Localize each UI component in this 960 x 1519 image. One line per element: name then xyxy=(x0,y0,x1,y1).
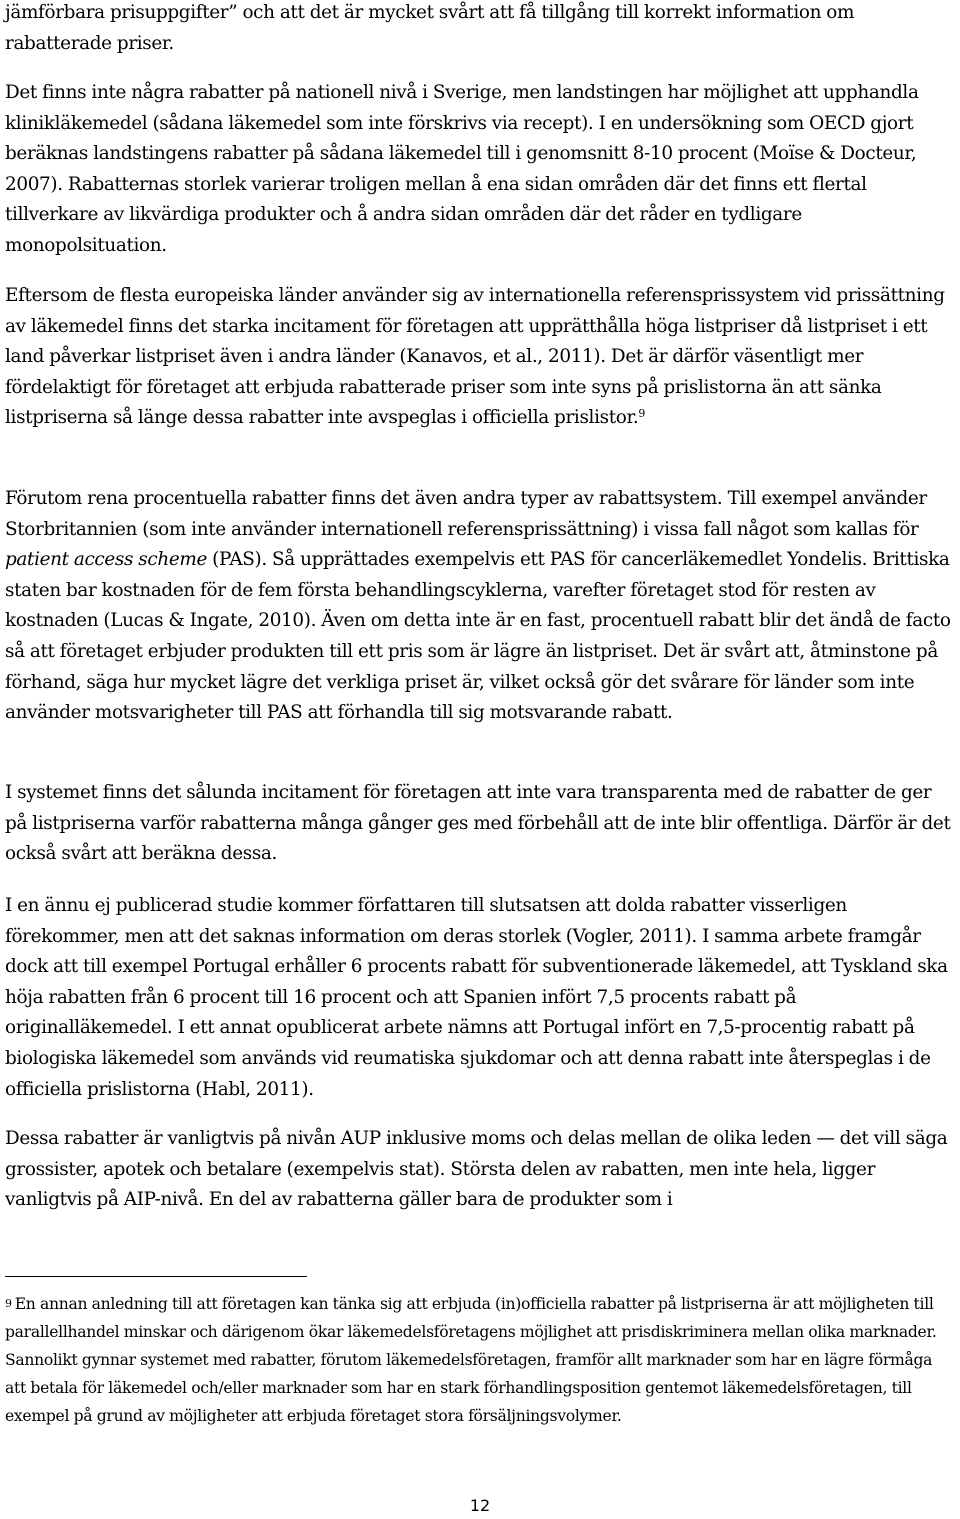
paragraph-reference-pricing-text: Eftersom de flesta europeiska länder använder sig av internationella referensprissystem vid prissättning av läkemedel finns det starka incitament för företagen att upprätthålla höga listpriser då listpriset i ett land påverkar listpriset även i andra länder (Kanavos, et al., 2011). Det är därför väsentligt mer fördelaktigt för företaget att erbjuda rabatterade priser som inte syns på prislistorna än att sänka listpriserna så länge dessa rabatter inte avspeglas i officiella prislistor. xyxy=(5,285,945,429)
page-number: 12 xyxy=(469,1496,491,1515)
paragraph-reference-pricing xyxy=(5,281,957,434)
paragraph-transparency-incentive: I systemet finns det sålunda incitament för företagen att inte vara transparenta med de rabatter de ger på listpriserna varför rabatterna många gånger ges med förbehåll att de inte blir offentliga. Därför är det också svårt att beräkna dessa. xyxy=(5,782,951,865)
paragraph-intro-continuation: jämförbara prisuppgifter” och att det är mycket svårt att få tillgång till korrekt information om rabatterade priser. xyxy=(5,2,855,54)
footnote xyxy=(5,1290,957,1430)
paragraph-patient-access-scheme xyxy=(5,484,957,729)
footnote-number: 9 xyxy=(5,1297,12,1310)
paragraph-pas-italic-term: patient access scheme xyxy=(5,549,207,571)
paragraph-unpublished-study: I en ännu ej publicerad studie kommer författaren till slutsatsen att dolda rabatter visserligen förekommer, men att det saknas information om deras storlek (Vogler, 2011). I samma arbete framgår dock att till exempel Portugal erhåller 6 procents rabatt för subventionerade läkemedel, att Tyskland ska höja rabatten från 6 procent till 16 procent och att Spanien infört 7,5 procents rabatt på originalläkemedel. I ett annat opublicerat arbete nämns att Portugal infört en 7,5-procentig rabatt på biologiska läkemedel som används vid reumatiska sjukdomar och att denna rabatt inte återspeglas i de officiella prislistorna (Habl, 2011). xyxy=(5,895,948,1100)
paragraph-aup-level-rebates: Dessa rabatter är vanligtvis på nivån AUP inklusive moms och delas mellan de olika leden — det vill säga grossister, apotek och betalare (exempelvis stat). Största delen av rabatten, men inte hela, ligger vanligtvis på AIP-nivå. En del av rabatterna gäller bara de produkter som i xyxy=(5,1128,948,1211)
footnote-reference[interactable]: 9 xyxy=(638,407,646,421)
paragraph-national-rebates: Det finns inte några rabatter på nationell nivå i Sverige, men landstingen har möjlighet att upphandla klinikläkemedel (sådana läkemedel som inte förskrivs via recept). I en undersökning som OECD gjort beräknas landstingens rabatter på sådana läkemedel till i genomsnitt 8-10 procent (Moïse & Docteur, 2007). Rabatternas storlek varierar troligen mellan å ena sidan områden där det finns ett flertal tillverkare av likvärdiga produkter och å andra sidan områden där det råder en tydligare monopolsituation. xyxy=(5,82,919,256)
paragraph-pas-text-start: Förutom rena procentuella rabatter finns det även andra typer av rabattsystem. Till exempel använder Storbritannien (som inte använder internationell referensprissättning) i vissa fall något som kallas för xyxy=(5,488,927,540)
paragraph-pas-text-end: (PAS). Så upprättades exempelvis ett PAS för cancerläkemedlet Yondelis. Brittiska staten bar kostnaden för de fem första behandlingscyklerna, varefter företaget stod för resten av kostnaden (Lucas & Ingate, 2010). Även om detta inte är en fast, procentuell rabatt blir det ändå de facto så att företaget erbjuder produkten till ett pris som är lägre än listpriset. Det är svårt att, åtminstone på förhand, säga hur mycket lägre det verkliga priset är, vilket också gör det svårare för länder som inte använder motsvarigheter till PAS att förhandla till sig motsvarande rabatt. xyxy=(5,549,951,724)
footnote-text: En annan anledning till att företagen kan tänka sig att erbjuda (in)officiella rabatter på listpriserna är att möjligheten till parallellhandel minskar och därigenom ökar läkemedelsföretagens möjlighet att prisdiskriminera mellan olika marknader. Sannolikt gynnar systemet med rabatter, förutom läkemedelsföretagen, framför allt marknader som har en lägre förmåga att betala för läkemedel och/eller marknader som har en stark förhandlingsposition gentemot läkemedelsföretagen, till exempel på grund av möjligheter att erbjuda företaget stora försäljningsvolymer. xyxy=(5,1295,937,1425)
footnote-separator xyxy=(5,1276,307,1277)
